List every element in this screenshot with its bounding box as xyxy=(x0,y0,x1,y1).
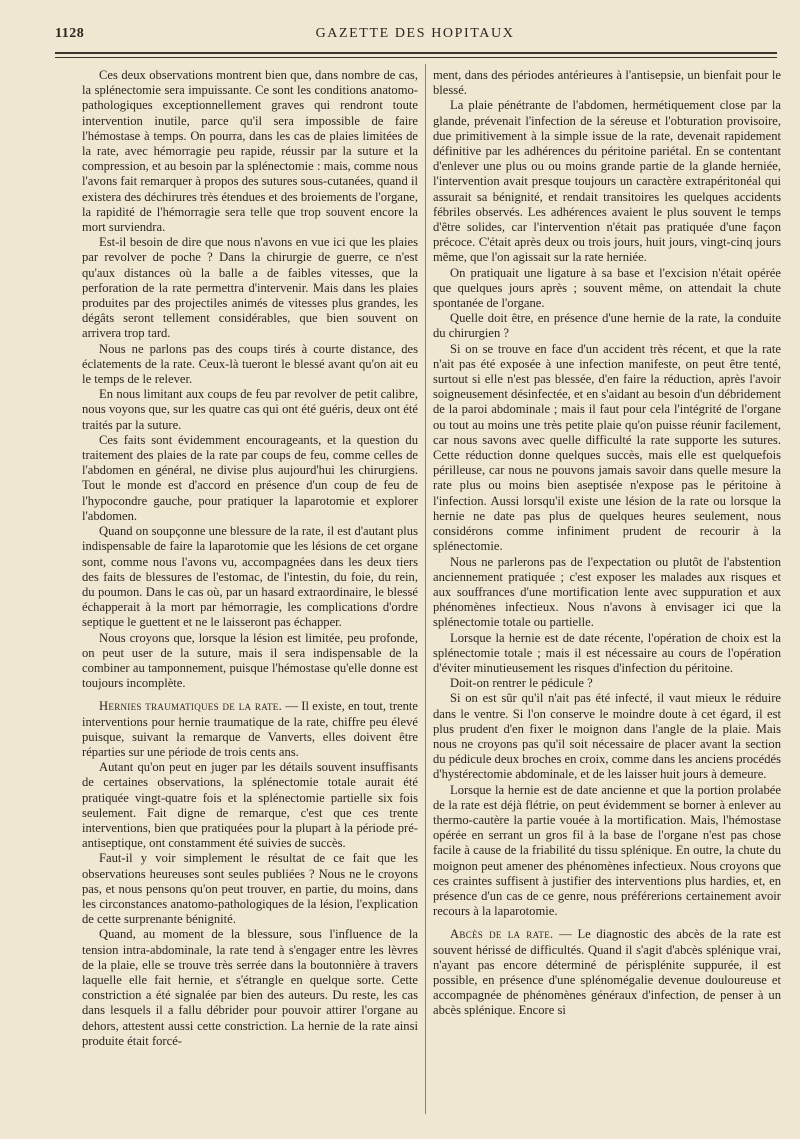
section-paragraph xyxy=(82,699,418,760)
paragraph: En nous limitant aux coups de feu par revolver de petit calibre, nous voyons que, sur les quatre cas qui ont été guéris, deux ont été traités par la suture. xyxy=(82,387,418,432)
paragraph: La plaie pénétrante de l'abdomen, hermétiquement close par la glande, prévenait l'infection de la séreuse et l'obturation provisoire, due primitivement à la simple issue de la rate, devenait rapidement définitive par les adhérences du péritoine pariétal. En se contentant d'enlever une plus ou ou moins grande partie de la glande herniée, l'intervention avait presque toujours un caractère extrapéritonéal qui assurait sa bénignité, et rendait transitoires les quelques accidents fébriles observés. Les adhérences avaient le plus souvent le temps d'être solides, car l'intervention n'était pas pratiquée d'une façon précoce. C'était après deux ou trois jours, huit jours, vingt-cinq jours même, que l'on agissait sur la rate herniée. xyxy=(433,98,781,265)
paragraph: Lorsque la hernie est de date ancienne et que la portion prolabée de la rate est déjà flétrie, on peut évidemment se borner à enlever au thermo-cautère la partie vouée à la mortification. Mais, l'hémostase opérée en serrant un gros fil à la base de l'organe n'est pas chose facile à cause de la friabilité du tissu splénique. En outre, la chute du moignon peut amener des phénomènes infectieux. Nous croyons que ces craintes suffisent à justifier des interventions plus hardies, et, en présence d'un cas de ce genre, nous préférerions certainement avoir recours à la laparotomie. xyxy=(433,782,781,919)
paragraph: Est-il besoin de dire que nous n'avons en vue ici que les plaies par revolver de poche ? Dans la chirurgie de guerre, ce n'est qu'aux distances où la balle a de faibles vitesses, que la perforation de la rate permettra d'intervenir. Mais dans les plaies produites par des projectiles animés de vitesses plus grandes, les dégâts seront tellement considérables, que bien souvent on arrivera trop tard. xyxy=(82,235,418,341)
paragraph: Nous ne parlerons pas de l'expectation ou plutôt de l'abstention anciennement pratiquée ; c'est exposer les malades aux risques et aux souffrances d'une mortification lente avec suppuration et aux phénomènes infectieux. Nous n'avons à envisager ici que la splénectomie totale ou partielle. xyxy=(433,554,781,630)
journal-title: GAZETTE DES HOPITAUX xyxy=(315,26,515,41)
paragraph: Faut-il y voir simplement le résultat de ce fait que les observations heureuses sont seules publiées ? Nous ne le croyons pas, et nous pensons qu'on peut trouver, en partie, du moins, dans les circonstances anatomo-pathologiques de la lésion, l'explication de cette surprenante bénignité. xyxy=(82,851,418,927)
paragraph: Quand, au moment de la blessure, sous l'influence de la tension intra-abdominale, la rate tend à s'engager entre les lèvres de la plaie, elle se trouve très serrée dans la boutonnière à travers laquelle elle fait hernie, et s'étrangle en quelque sorte. Cette constriction a été signalée par bien des auteurs. Du reste, les cas dans lesquels il a fallu débrider pour pouvoir attirer l'organe au dehors, attestent aussi cette constriction. La hernie de la rate ainsi produite était forcé- xyxy=(82,927,418,1048)
header-rule-thick xyxy=(55,52,777,54)
paragraph: Si on se trouve en face d'un accident très récent, et que la rate n'ait pas été exposée à une infection manifeste, on peut être tenté, surtout si elle n'est pas blessée, d'en faire la réduction, après l'avoir soigneusement désinfectée, et en s'aidant au besoin d'un débridement de la paroi abdominale ; mais il faut pour cela l'intégrité de l'organe ou tout au moins une très petite plaie qu'on puisse réunir facilement, car nous savons avec quelle difficulté la rate supporte les sutures. Cette réduction donne quelques succès, mais elle est quelquefois périlleuse, car nous ne pouvons jamais savoir dans quelle mesure la rate plus ou moins bien aseptisée n'expose pas le péritoine à l'infection. Aussi lorsqu'il existe une lésion de la rate ou lorsque la hernie ne date pas plus de quelques heures seulement, nous considérons comme infiniment prudent de recourir à la splénectomie. xyxy=(433,341,781,554)
paragraph: Nous croyons que, lorsque la lésion est limitée, peu profonde, on peut user de la suture, mais il sera indispensable de la combiner au tamponnement, puisque l'hémostase qu'elle donne est toujours incomplète. xyxy=(82,630,418,691)
paragraph: Lorsque la hernie est de date récente, l'opération de choix est la splénectomie totale ; mais il est nécessaire au cours de l'opération d'éviter minutieusement les risques d'infection du péritoine. xyxy=(433,630,781,675)
header-rule-thin xyxy=(55,57,777,58)
section-text: — Il existe, en tout, trente interventions pour hernie traumatique de la rate, chiffre peu élevé puisque, suivant la remarque de Vanverts, elles doivent être réparties sur une période de trois cents ans. xyxy=(82,699,418,759)
page-header xyxy=(55,26,775,46)
paragraph: Nous ne parlons pas des coups tirés à courte distance, des éclatements de la rate. Ceux-là tueront le blessé avant qu'on ait eu le temps de le relever. xyxy=(82,341,418,387)
column-divider xyxy=(425,64,426,1114)
section-heading-abces: Abcès de la rate. xyxy=(450,927,554,942)
section-text: — Le diagnostic des abcès de la rate est souvent hérissé de difficultés. Quand il s'agit d'abcès splénique vrai, n'ayant pas encore déterminé de périsplénite suppurée, il est possible, en présence d'une splénomégalie devenue douloureuse et accompagnée de phénomènes généraux d'infection, de penser à un abcès splénique. Encore si xyxy=(433,927,781,1018)
section-paragraph xyxy=(433,927,781,1018)
paragraph-continued: ment, dans des périodes antérieures à l'antisepsie, un bienfait pour le blessé. xyxy=(433,68,781,98)
paragraph: On pratiquait une ligature à sa base et l'excision n'était opérée que quelques jours après ; souvent même, on attendait la chute spontanée de l'organe. xyxy=(433,265,781,311)
paragraph: Si on est sûr qu'il n'ait pas été infecté, il vaut mieux le réduire dans le ventre. Si l'on conserve le moindre doute à cet égard, il est plus prudent d'en fixer le moignon dans l'angle de la plaie. Mais nous ne croyons pas qu'il soit nécessaire de placer avant la section du pédicule deux broches en croix, comme dans les anciens procédés d'hystérectomie abdominale, et de les laisser huit jours à demeure. xyxy=(433,691,781,782)
paragraph: Quand on soupçonne une blessure de la rate, il est d'autant plus indispensable de faire la laparotomie que les lésions de cet organe sont, comme nous l'avons vu, accompagnées dans les deux tiers des faits de blessures de l'estomac, de l'intestin, du foie, du rein, du poumon. Dans le cas où, par un hasard extraordinaire, le blessé échapperait à la mort par hémorragie, les complications d'ordre septique le guettent et ne le laisseront pas échapper. xyxy=(82,524,418,630)
paragraph: Doit-on rentrer le pédicule ? xyxy=(450,676,593,691)
right-column xyxy=(433,68,781,1019)
page-number: 1128 xyxy=(55,26,85,41)
section-heading-hernies: Hernies traumatiques de la rate. xyxy=(99,699,283,714)
paragraph: Ces faits sont évidemment encourageants, et la question du traitement des plaies de la rate par coups de feu, comme celles de l'abdomen en général, ne divise plus aujourd'hui les chirurgiens. Tout le monde est d'accord en présence d'un coup de feu de l'hypocondre gauche, pour pratiquer la laparotomie et explorer l'abdomen. xyxy=(82,432,418,523)
left-column xyxy=(82,68,418,1049)
paragraph: Autant qu'on peut en juger par les détails souvent insuffisants de certaines observations, la splénectomie totale aurait été pratiquée vingt-quatre fois et la splénectomie partielle six fois seulement. Fait digne de remarque, c'est que ces trente interventions, bien que pratiquées pour la plupart à la période pré-antiseptique, ont constamment été suivies de succès. xyxy=(82,760,418,851)
paragraph: Ces deux observations montrent bien que, dans nombre de cas, la splénectomie sera impuissante. Ce sont les conditions anatomo-pathologiques exceptionnellement graves qui rendront toute intervention inutile, parce qu'il sera impossible de faire l'hémostase à temps. On pourra, dans les cas de plaies limitées de la rate, avec hémorragie peu rapide, réussir par la suture et la compression, et au besoin par la splénectomie : mais, comme nous l'avons fait remarquer à propos des sutures sous-cutanées, quand il existera des déchirures très étendues et des broiements de l'organe, la rapidité de l'hémorragie sera telle que trop souvent encore la mort surviendra. xyxy=(82,68,418,235)
paragraph: Quelle doit être, en présence d'une hernie de la rate, la conduite du chirurgien ? xyxy=(433,311,781,341)
